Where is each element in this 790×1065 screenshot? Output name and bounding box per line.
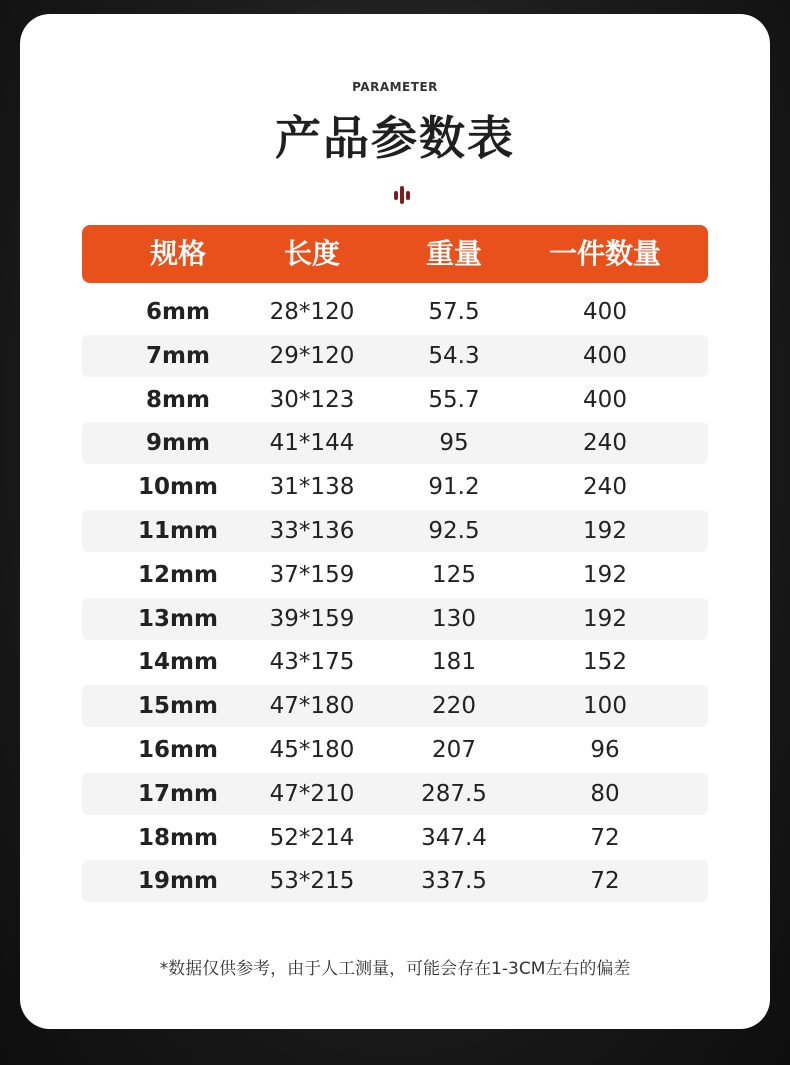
cell-length: 39*159 xyxy=(269,605,355,632)
cell-spec: 16mm xyxy=(138,737,218,763)
cell-spec: 8mm xyxy=(146,386,210,413)
column-header-weight: 重量 xyxy=(425,237,483,270)
table-row xyxy=(82,335,708,377)
cell-quantity: 240 xyxy=(583,474,627,501)
cell-weight: 337.5 xyxy=(421,868,487,895)
cell-quantity: 400 xyxy=(583,342,627,369)
cell-length: 28*120 xyxy=(269,299,355,325)
cell-length: 31*138 xyxy=(269,474,355,501)
cell-weight: 57.5 xyxy=(428,299,480,325)
cell-weight: 125 xyxy=(432,561,476,588)
cell-weight: 92.5 xyxy=(428,518,480,544)
cell-quantity: 400 xyxy=(583,299,627,325)
cell-quantity: 152 xyxy=(583,649,627,676)
cell-weight: 54.3 xyxy=(428,342,480,369)
title-divider-icon xyxy=(392,186,412,204)
cell-length: 43*175 xyxy=(269,649,355,676)
cell-spec: 10mm xyxy=(138,474,218,501)
table-row xyxy=(82,510,708,552)
cell-spec: 17mm xyxy=(138,780,218,807)
cell-quantity: 400 xyxy=(583,386,627,413)
cell-spec: 7mm xyxy=(146,342,210,369)
column-header-quantity: 一件数量 xyxy=(548,237,662,270)
cell-spec: 12mm xyxy=(138,561,218,588)
table-row xyxy=(82,598,708,640)
cell-length: 47*210 xyxy=(269,780,355,807)
page-title: 产品参数表 xyxy=(275,111,515,165)
parameter-card xyxy=(20,14,770,1029)
cell-weight: 130 xyxy=(432,605,476,632)
column-header-length: 长度 xyxy=(283,237,341,270)
cell-quantity: 192 xyxy=(583,605,627,632)
cell-quantity: 192 xyxy=(583,561,627,588)
table-row xyxy=(82,729,708,771)
cell-spec: 19mm xyxy=(138,868,218,895)
column-header-spec: 规格 xyxy=(149,237,207,270)
table-row xyxy=(82,422,708,464)
table-header xyxy=(82,225,708,283)
table-row xyxy=(82,466,708,508)
cell-quantity: 80 xyxy=(590,780,620,807)
cell-quantity: 72 xyxy=(590,868,620,895)
cell-quantity: 100 xyxy=(583,693,627,720)
cell-weight: 181 xyxy=(432,649,476,676)
cell-quantity: 240 xyxy=(583,430,627,457)
cell-spec: 14mm xyxy=(138,649,218,676)
cell-spec: 11mm xyxy=(138,518,218,544)
table-row xyxy=(82,773,708,815)
cell-weight: 220 xyxy=(432,693,476,720)
cell-length: 41*144 xyxy=(269,430,355,457)
cell-length: 47*180 xyxy=(269,693,355,720)
cell-spec: 9mm xyxy=(146,430,210,457)
cell-length: 45*180 xyxy=(269,737,355,763)
table-row xyxy=(82,817,708,859)
cell-quantity: 72 xyxy=(590,824,620,851)
table-row xyxy=(82,554,708,596)
cell-weight: 347.4 xyxy=(421,824,487,851)
cell-length: 53*215 xyxy=(269,868,355,895)
cell-quantity: 192 xyxy=(583,518,627,544)
table-row xyxy=(82,291,708,333)
cell-spec: 6mm xyxy=(146,299,210,325)
cell-quantity: 96 xyxy=(590,737,620,763)
cell-weight: 207 xyxy=(432,737,476,763)
table-row xyxy=(82,860,708,902)
cell-length: 29*120 xyxy=(269,342,355,369)
cell-length: 30*123 xyxy=(269,386,355,413)
cell-length: 52*214 xyxy=(269,824,355,851)
disclaimer-note: *数据仅供参考，由于人工测量，可能会存在1-3CM左右的偏差 xyxy=(159,959,631,979)
cell-weight: 55.7 xyxy=(428,386,480,413)
table-row xyxy=(82,379,708,421)
table-row xyxy=(82,641,708,683)
cell-length: 33*136 xyxy=(269,518,355,544)
cell-spec: 13mm xyxy=(138,605,218,632)
cell-weight: 95 xyxy=(439,430,469,457)
eyebrow-label: PARAMETER xyxy=(352,80,438,94)
cell-spec: 18mm xyxy=(138,824,218,851)
cell-weight: 91.2 xyxy=(428,474,480,501)
table-row xyxy=(82,685,708,727)
cell-spec: 15mm xyxy=(138,693,218,720)
cell-weight: 287.5 xyxy=(421,780,487,807)
cell-length: 37*159 xyxy=(269,561,355,588)
